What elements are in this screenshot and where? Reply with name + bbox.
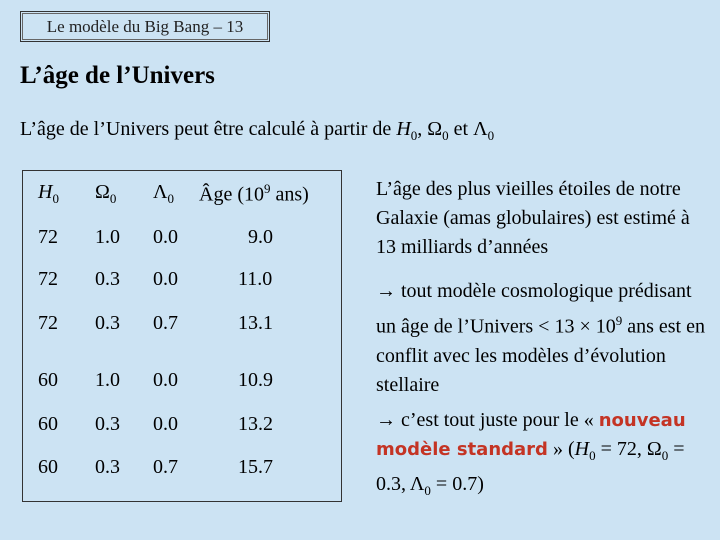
table-row-4-h: 60 xyxy=(38,369,58,391)
table-row-6-age: 15.7 xyxy=(238,456,273,478)
p2-sup: 9 xyxy=(615,313,623,328)
slide-header-label: Le modèle du Big Bang – 13 xyxy=(46,16,244,36)
table-row-3-omega: 0.3 xyxy=(95,312,120,334)
p3-h-symbol: H xyxy=(574,438,590,460)
table-row-2-lambda: 0.0 xyxy=(153,268,178,290)
page-title: L’âge de l’Univers xyxy=(20,62,215,89)
intro-omega-sub: 0 xyxy=(442,128,449,143)
p2-pre: → tout modèle cosmologique prédisant un âge de l’Univers < 13 × 10 xyxy=(376,280,692,338)
table-row-3-lambda: 0.7 xyxy=(153,312,178,334)
table-row-2-omega: 0.3 xyxy=(95,268,120,290)
table-header-age xyxy=(199,181,309,207)
table-row-6-omega: 0.3 xyxy=(95,456,120,478)
table-row-3-age: 13.1 xyxy=(238,312,273,334)
slide-header xyxy=(20,11,270,42)
table-row-2-h: 72 xyxy=(38,268,58,290)
header-age-pre: Âge (10 xyxy=(199,183,264,206)
right-paragraph-2 xyxy=(376,277,706,400)
table-row-4-omega: 1.0 xyxy=(95,369,120,391)
table-row-1-lambda: 0.0 xyxy=(153,226,178,248)
age-table xyxy=(22,170,342,502)
table-row-6-lambda: 0.7 xyxy=(153,456,178,478)
p3-lambda-sub: 0 xyxy=(424,483,431,498)
intro-h-sub: 0 xyxy=(410,128,418,143)
table-row-5-age: 13.2 xyxy=(238,413,273,435)
table-row-5-h: 60 xyxy=(38,413,58,435)
intro-sep1: , xyxy=(417,118,428,140)
intro-lambda-symbol: Λ xyxy=(473,118,488,140)
table-row-3-h: 72 xyxy=(38,312,58,334)
p3-omega-value: = 0.3, xyxy=(376,438,685,495)
table-row-5-lambda: 0.0 xyxy=(153,413,178,435)
table-row-6-h: 60 xyxy=(38,456,58,478)
table-row-1-h: 72 xyxy=(38,226,58,248)
p3-lambda-symbol: Λ xyxy=(409,473,425,495)
table-row-2-age: 11.0 xyxy=(238,268,273,290)
p3-h-sub: 0 xyxy=(589,448,596,463)
p3-h-value: = 72, xyxy=(595,438,647,460)
intro-sentence xyxy=(20,118,494,144)
intro-sep2: et xyxy=(448,118,474,140)
header-h-symbol: H xyxy=(38,181,53,203)
intro-text: L’âge de l’Univers peut être calculé à partir de xyxy=(20,118,397,140)
p3-omega-symbol: Ω xyxy=(646,438,662,460)
intro-omega-symbol: Ω xyxy=(427,118,443,140)
header-lambda-symbol: Λ xyxy=(153,181,168,203)
right-paragraph-1: L’âge des plus vieilles étoiles de notre Galaxie (amas globulaires) est estimé à 13 milliards d’années xyxy=(376,178,690,258)
header-lambda-sub: 0 xyxy=(167,191,175,206)
table-row-4-lambda: 0.0 xyxy=(153,369,178,391)
header-age-sup: 9 xyxy=(263,181,271,196)
header-omega-sub: 0 xyxy=(109,191,117,206)
intro-lambda-sub: 0 xyxy=(487,128,495,143)
p3-omega-sub: 0 xyxy=(661,448,669,463)
header-h-sub: 0 xyxy=(52,191,59,206)
p3-accent-standard-model: nouveau modèle standard xyxy=(376,410,686,460)
header-omega-symbol: Ω xyxy=(95,181,110,203)
table-header-lambda xyxy=(153,181,174,207)
table-row-1-omega: 1.0 xyxy=(95,226,120,248)
table-row-1-age: 9.0 xyxy=(248,226,273,248)
p3-pre: → c’est tout juste pour le « xyxy=(376,409,599,431)
right-paragraph-3 xyxy=(376,406,706,505)
p2-post: ans est en conflit avec les modèles d’évolution stellaire xyxy=(376,315,705,396)
table-row-5-omega: 0.3 xyxy=(95,413,120,435)
table-header-h xyxy=(38,181,59,207)
p3-lambda-value: = 0.7) xyxy=(430,473,484,495)
table-row-4-age: 10.9 xyxy=(238,369,273,391)
table-header-omega xyxy=(95,181,116,207)
intro-h-symbol: H xyxy=(396,118,411,140)
header-age-post: ans) xyxy=(270,183,309,206)
p3-mid: » ( xyxy=(547,438,575,460)
